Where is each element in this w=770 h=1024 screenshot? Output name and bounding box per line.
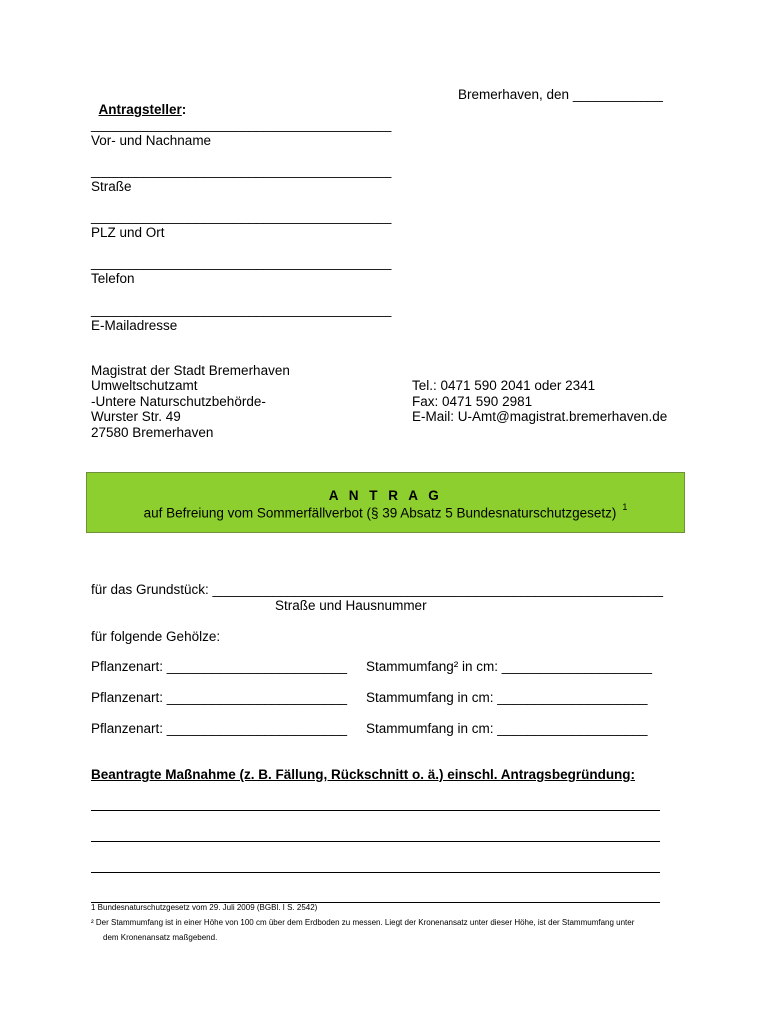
species-field-3[interactable]: Pflanzenart: ________________________ (91, 721, 347, 736)
recipient-line-4: Wurster Str. 49 (91, 409, 181, 424)
reason-line-3[interactable] (91, 872, 660, 873)
girth-field-1[interactable]: Stammumfang² in cm: ____________________ (366, 659, 652, 674)
girth-field-3[interactable]: Stammumfang in cm: ____________________ (366, 721, 648, 736)
email-blank[interactable]: ________________________________________ (91, 302, 392, 317)
phone-blank[interactable]: ________________________________________ (91, 255, 392, 270)
trees-heading: für folgende Gehölze: (91, 629, 221, 644)
property-sublabel: Straße und Hausnummer (275, 598, 427, 613)
street-label: Straße (91, 179, 132, 194)
application-subtitle (87, 504, 684, 521)
recipient-line-3: -Untere Naturschutzbehörde- (91, 394, 266, 409)
measure-heading: Beantragte Maßnahme (z. B. Fällung, Rückschnitt o. ä.) einschl. Antragsbegründung: (91, 767, 636, 782)
recipient-line-1: Magistrat der Stadt Bremerhaven (91, 363, 290, 378)
recipient-line-2: Umweltschutzamt (91, 378, 198, 393)
zip-city-blank[interactable]: ________________________________________ (91, 209, 392, 224)
zip-city-label: PLZ und Ort (91, 225, 165, 240)
application-title: A N T R A G (328, 488, 443, 503)
reason-line-1[interactable] (91, 810, 660, 811)
application-title-box (86, 472, 685, 533)
footnote-2-line-2: dem Kronenansatz maßgebend. (103, 933, 218, 942)
name-blank[interactable]: ________________________________________ (91, 117, 392, 132)
species-field-1[interactable]: Pflanzenart: ________________________ (91, 659, 347, 674)
application-subtitle-text: auf Befreiung vom Sommerfällverbot (§ 39 Absatz 5 Bundesnaturschutzgesetz) (143, 505, 617, 521)
footnote-ref-1: 1 (622, 502, 628, 512)
phone-label: Telefon (91, 271, 135, 286)
property-field[interactable]: für das Grundstück: ____________________________________________________________ (91, 582, 664, 597)
contact-tel: Tel.: 0471 590 2041 oder 2341 (412, 378, 596, 393)
street-blank[interactable]: ________________________________________ (91, 163, 392, 178)
species-field-2[interactable]: Pflanzenart: ________________________ (91, 690, 347, 705)
footnote-1: 1 Bundesnaturschutzgesetz vom 29. Juli 2009 (BGBl. I S. 2542) (91, 903, 318, 912)
contact-fax: Fax: 0471 590 2981 (412, 394, 533, 409)
applicant-label: Antragsteller (98, 102, 182, 117)
recipient-line-5: 27580 Bremerhaven (91, 425, 214, 440)
reason-line-2[interactable] (91, 841, 660, 842)
girth-field-2[interactable]: Stammumfang in cm: ____________________ (366, 690, 648, 705)
footnote-2-line-1: ² Der Stammumfang ist in einer Höhe von 100 cm über dem Erdboden zu messen. Liegt der Kronenansatz unter dieser Höhe, ist der Stammumfang unter (91, 918, 635, 927)
applicant-heading (91, 87, 186, 117)
email-label: E-Mailadresse (91, 318, 178, 333)
name-label: Vor- und Nachname (91, 133, 212, 148)
contact-email: E-Mail: U-Amt@magistrat.bremerhaven.de (412, 409, 668, 424)
applicant-colon: : (181, 102, 187, 117)
place-date-field[interactable]: Bremerhaven, den ____________ (458, 87, 663, 102)
